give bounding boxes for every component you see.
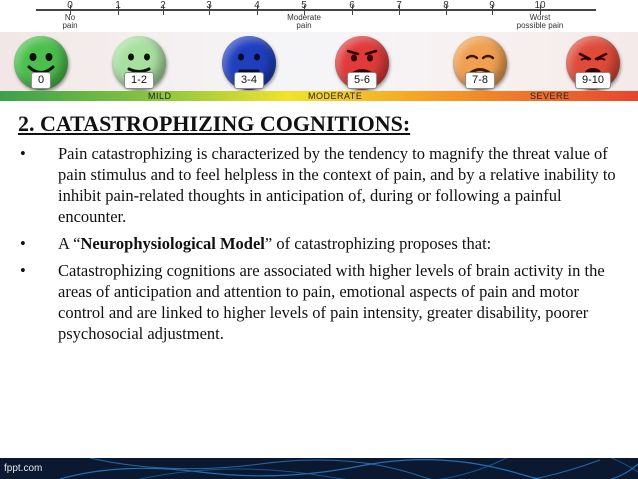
bullet-text: Catastrophizing cognitions are associated with higher levels of brain activity in the areas of anticipation and attention to pain, emotional aspects of pain and motor control and are linked to higher levels of pain intensity, greater disability, poorer psychosocial adjustment. [58, 261, 605, 343]
scale-number: 4 [254, 0, 260, 11]
face-label: 9-10 [575, 72, 611, 89]
face-label: 5-6 [347, 72, 377, 89]
face-label: 1-2 [124, 72, 154, 89]
bullet-text-suffix: ” of catastrophizing proposes that: [264, 234, 492, 253]
scale-number: 3 [206, 0, 212, 11]
faces-band [0, 32, 638, 98]
scale-number: 2 [160, 0, 166, 11]
face-label: 0 [31, 72, 51, 89]
scale-caption-no-pain: No pain [62, 13, 78, 30]
scale-number: 9 [489, 0, 495, 11]
face-label: 3-4 [234, 72, 264, 89]
bullet-item [18, 260, 618, 344]
scale-number: 6 [349, 0, 355, 11]
scale-number: 7 [396, 0, 402, 11]
bullet-text-prefix: A “ [58, 234, 81, 253]
bullet-item [18, 143, 618, 227]
severity-severe: SEVERE [530, 91, 570, 101]
footer-brand[interactable]: fppt.com [4, 463, 43, 474]
bullet-text-bold: Neurophysiological Model [80, 234, 265, 253]
bullet-dot: • [20, 261, 26, 280]
bullet-list [18, 143, 618, 350]
scale-number: 5 [301, 0, 307, 11]
scale-caption-moderate: Moderate pain [287, 13, 321, 30]
pain-scale-ruler [0, 0, 638, 30]
bullet-item [18, 233, 618, 254]
bullet-dot: • [20, 144, 26, 163]
scale-number: 1 [115, 0, 121, 11]
severity-mild: MILD [148, 91, 172, 101]
scale-number: 10 [534, 0, 546, 11]
footer-bar [0, 458, 638, 479]
footer-network-graphic [0, 458, 638, 479]
slide-heading: 2. CATASTROPHIZING COGNITIONS: [18, 111, 411, 136]
scale-number: 0 [67, 0, 73, 11]
scale-number: 8 [443, 0, 449, 11]
severity-moderate: MODERATE [308, 91, 363, 101]
bullet-text: Pain catastrophizing is characterized by the tendency to magnify the threat value of pain stimulus and to feel helpless in the context of pain, and by a relative inability to inhibit pain-related thoughts in anticipation of, during or following a painful encounter. [58, 144, 616, 226]
scale-caption-worst: Worst possible pain [516, 13, 564, 30]
face-label: 7-8 [465, 72, 495, 89]
bullet-dot: • [20, 234, 26, 253]
